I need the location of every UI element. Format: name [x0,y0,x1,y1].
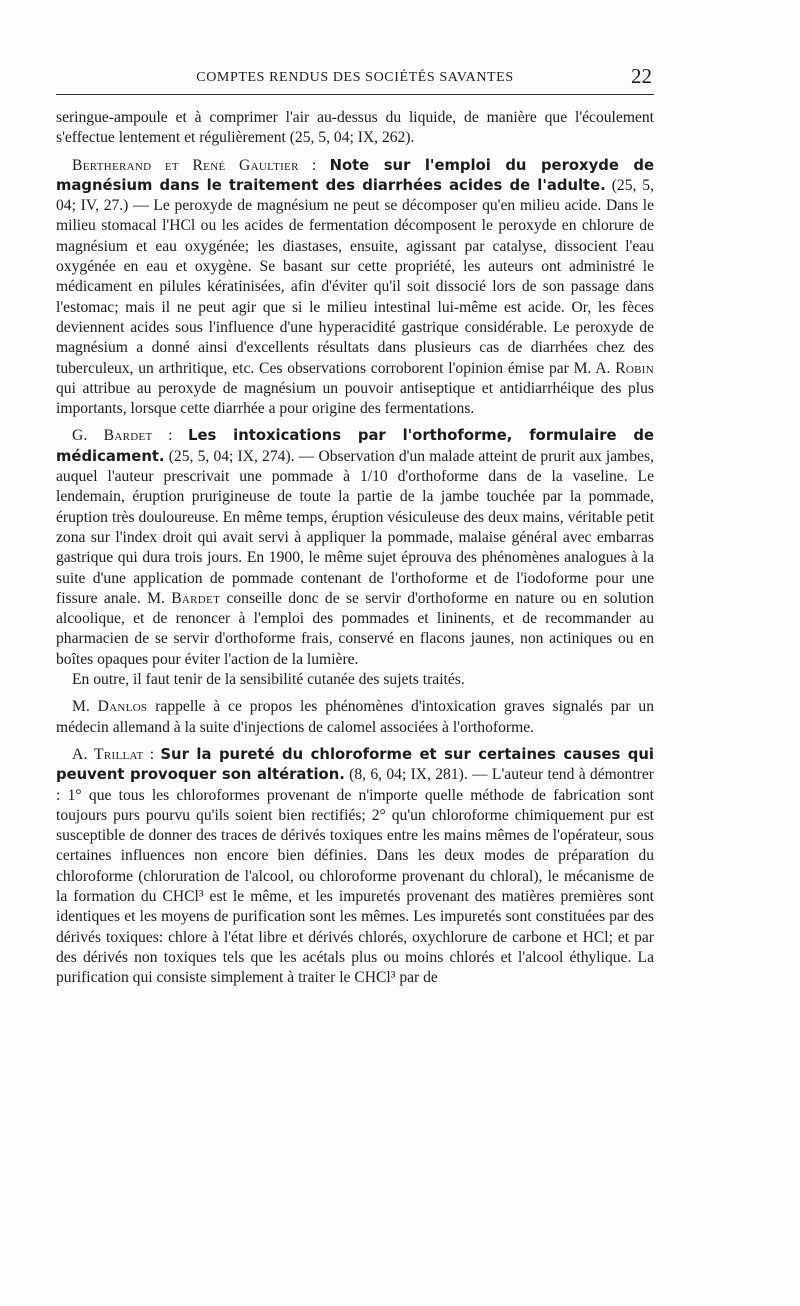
abstract-text-cont: qui attribue au peroxyde de magnésium un pouvoir antiseptique et antidiarrhéique des plus importants, lorsque cette diarrhée a pour origine des fermentations. [56,379,654,418]
cited-name: Danlos [97,698,148,716]
abstract-title: Les intoxications par l'orthoforme, formulaire de médicament. [56,427,654,465]
page-number: 22 [631,64,652,88]
abstract-title: Note sur l'emploi du peroxyde de magnésium dans le traitement des diarrhées acides de l'adulte. [56,156,654,194]
body-text [56,108,654,988]
abstract-title: Sur la pureté du chloroforme et sur certaines causes qui peuvent provoquer son altération. [56,745,655,784]
abstract-danlos [56,697,654,738]
paragraph-note: En outre, il faut tenir de la sensibilité cutanée des sujets traités. [72,671,465,689]
author-names: A. Trillat [72,745,144,763]
paragraph-continuation: seringue-ampoule et à comprimer l'air au-dessus du liquide, de manière que l'écoulement s'effectue lentement et régulièrement (25, 5, 04; IX, 262). [56,109,654,147]
author-names: G. Bardet [72,427,153,445]
abstract-text-cont: conseille donc de se servir d'orthoforme en nature ou en solution alcoolique, et de renoncer à l'emploi des pommades et lininents, et de recommander au pharmacien de se servir d'orthoforme frais, conservé en flacons jaunes, non actiniques ou en boîtes opaques pour éviter l'action de la lumière. [56,589,654,668]
author-names: Bertherand et René Gaultier [72,156,299,174]
separator: : [152,427,189,445]
separator: : [298,156,330,174]
abstract-text: (25, 5, 04; IV, 27.) — Le peroxyde de magnésium ne peut se décomposer qu'en milieu acide. Dans le milieu stomacal l'HCl ou les acides de fermentation décomposent le peroxyde en chlorure de magnésium et eau oxygénée; les diastases, ensuite, agissant par catalyse, dissocient l'eau oxygénée en eau et oxygène. Se basant sur cette propriété, les auteurs ont administré le médicament en pilules kératinisées, afin d'éviter qu'il soit dissocié lors de son passage dans l'estomac; mais il ne peut agir que si le milieu intestinal lui-même est acide. Or, les fèces deviennent acides sous l'influence d'une hyperacidité gastrique considérable. Le peroxyde de magnésium a donné ainsi d'excellents résultats dans plusieurs cas de diarrhées chez des tuberculeux, un arthritique, etc. Ces observations corroborent l'opinion émise par M. A. [56,176,654,377]
running-head: COMPTES RENDUS DES SOCIÉTÉS SAVANTES [196,70,514,85]
abstract-text: (25, 5, 04; IX, 274). — Observation d'un malade atteint de prurit aux jambes, auquel l'auteur prescrivait une pommade à 1/10 d'orthoforme dans de la vaseline. Le lendemain, éruption prurigineuse de toute la partie de la jambe touchée par la pommade, éruption très douloureuse. En même temps, éruption vésiculeuse des deux mains, véritable petit zona sur l'index droit qui avait servi à appliquer la pommade, malaise général avec embarras gastrique qui dura trois jours. En 1900, le même sujet éprouva des phénomènes analogues à la suite d'une application de pommade contenant de l'orthoforme et de l'iodoforme pour une fissure anale. M. [56,447,654,607]
cited-name: Bardet [171,589,221,607]
abstract-text: (8, 6, 04; IX, 281). — L'auteur tend à démontrer : 1° que tous les chloroformes provenant de n'importe quelle méthode de fabrication sont toujours purs pourvu qu'ils soient bien rectifiés; 2° qu'un chloroforme chimiquement pur est susceptible de donner des traces de dérivés toxiques entre les mains mêmes de l'opérateur, sous certaines influences non encore bien définies. Dans les deux modes de préparation du chloroforme (chloruration de l'alcool, ou chloroforme provenant du chloral), le mécanisme de la formation du CHCl³ est le même, et les impuretés provenant des matières premières sont identiques et les moyens de purification sont les mêmes. Les impuretés sont constituées par des dérivés toxiques: chlore à l'état libre et dérivés chlorés, oxychlorure de carbone et HCl; et par des dérivés non toxiques tels que les acétals plus ou moins chlorés et l'alcool éthylique. La purification qui consiste simplement à traiter le CHCl³ par de [56,766,654,987]
abstract-bertherand-gaultier [56,156,654,420]
abstract-text: rappelle à ce propos les phénomènes d'intoxication graves signalés par un médecin allemand à la suite d'injections de calomel associées à l'orthoforme. [56,698,654,736]
page-header [56,64,654,95]
prefix: M. [72,698,98,716]
cited-name: Robin [615,359,654,377]
abstract-bardet [56,426,654,670]
abstract-trillat [56,745,654,989]
separator: : [143,745,161,763]
